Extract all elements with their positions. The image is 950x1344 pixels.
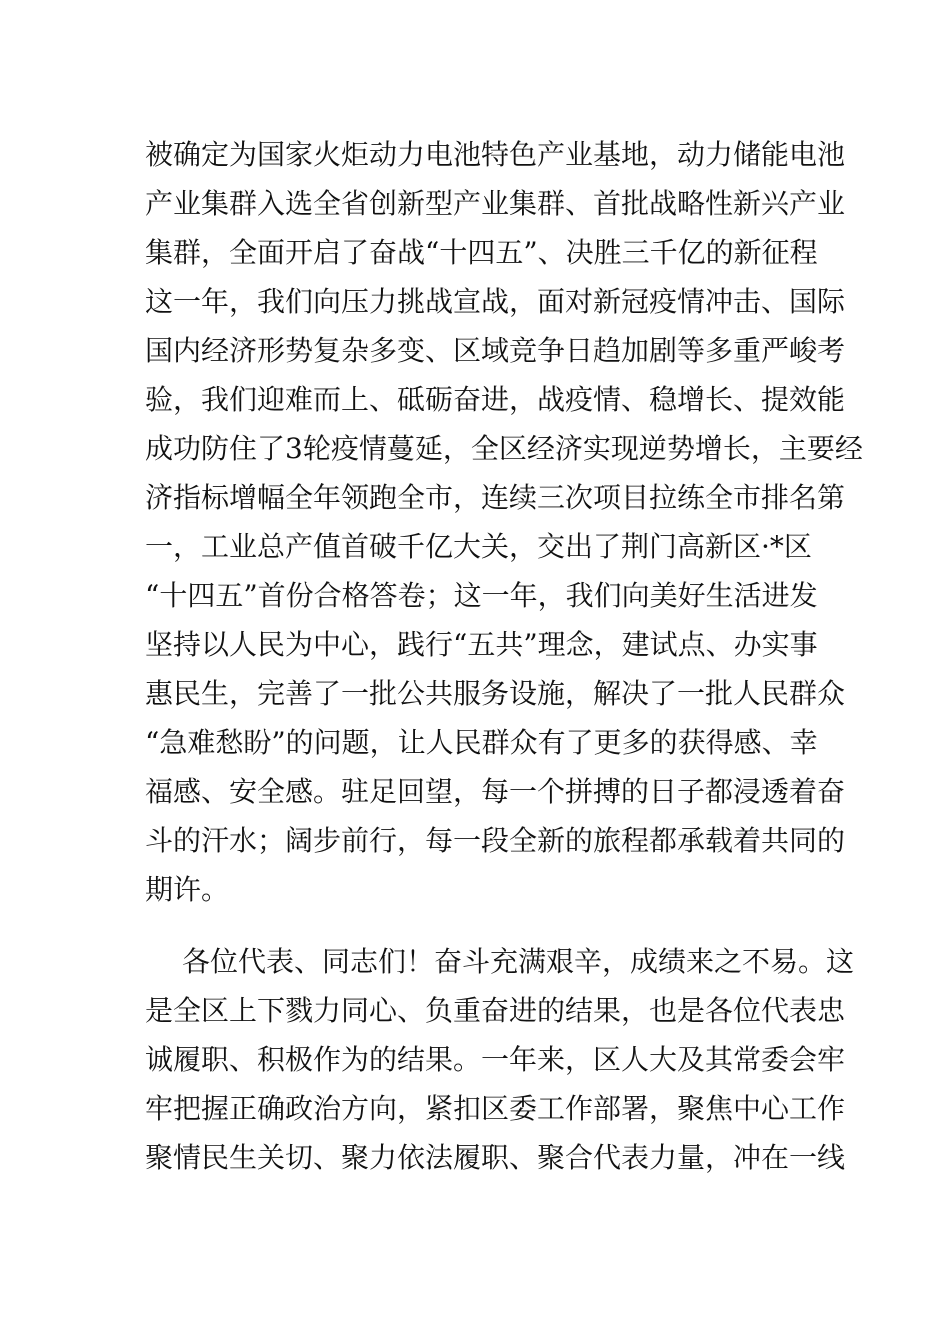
- text-line: 国内经济形势复杂多变、区域竞争日趋加剧等多重严峻考: [145, 334, 846, 367]
- text-line: 聚情民生关切、聚力依法履职、聚合代表力量，冲在一线: [145, 1141, 846, 1174]
- text-line: “急难愁盼”的问题，让人民群众有了更多的获得感、幸: [145, 726, 818, 759]
- text-line: 验，我们迎难而上、砥砺奋进，战疫情、稳增长、提效能: [145, 383, 846, 416]
- text-line: 集群，全面开启了奋战“十四五”、决胜三千亿的新征程: [145, 236, 818, 269]
- text-line: 一，工业总产值首破千亿大关，交出了荆门高新区·*区: [145, 530, 812, 563]
- text-line: 济指标增幅全年领跑全市，连续三次项目拉练全市排名第: [145, 481, 846, 514]
- text-line: 被确定为国家火炬动力电池特色产业基地，动力储能电池: [145, 138, 846, 171]
- text-line-last: 期许。: [145, 873, 230, 906]
- text-line: 福感、安全感。驻足回望，每一个拼搏的日子都浸透着奋: [145, 775, 846, 808]
- text-line: 成功防住了3轮疫情蔓延，全区经济实现逆势增长，主要经: [145, 432, 863, 465]
- text-line: 是全区上下戮力同心、负重奋进的结果，也是各位代表忠: [145, 994, 846, 1027]
- text-line: 斗的汗水；阔步前行，每一段全新的旅程都承载着共同的: [145, 824, 846, 857]
- text-line: 牢把握正确政治方向，紧扣区委工作部署，聚焦中心工作: [145, 1092, 846, 1125]
- text-line: 产业集群入选全省创新型产业集群、首批战略性新兴产业: [145, 187, 846, 220]
- text-line: 坚持以人民为中心，践行“五共”理念，建试点、办实事: [145, 628, 818, 661]
- text-line: 惠民生，完善了一批公共服务设施，解决了一批人民群众: [145, 677, 846, 710]
- text-line: 诚履职、积极作为的结果。一年来，区人大及其常委会牢: [145, 1043, 846, 1076]
- paragraph-1: [145, 130, 863, 914]
- text-line: 这一年，我们向压力挑战宣战，面对新冠疫情冲击、国际: [145, 285, 846, 318]
- text-line: “十四五”首份合格答卷；这一年，我们向美好生活进发: [145, 579, 818, 612]
- text-line-first: 各位代表、同志们！奋斗充满艰辛，成绩来之不易。这: [182, 945, 855, 978]
- paragraph-2: [145, 937, 855, 1182]
